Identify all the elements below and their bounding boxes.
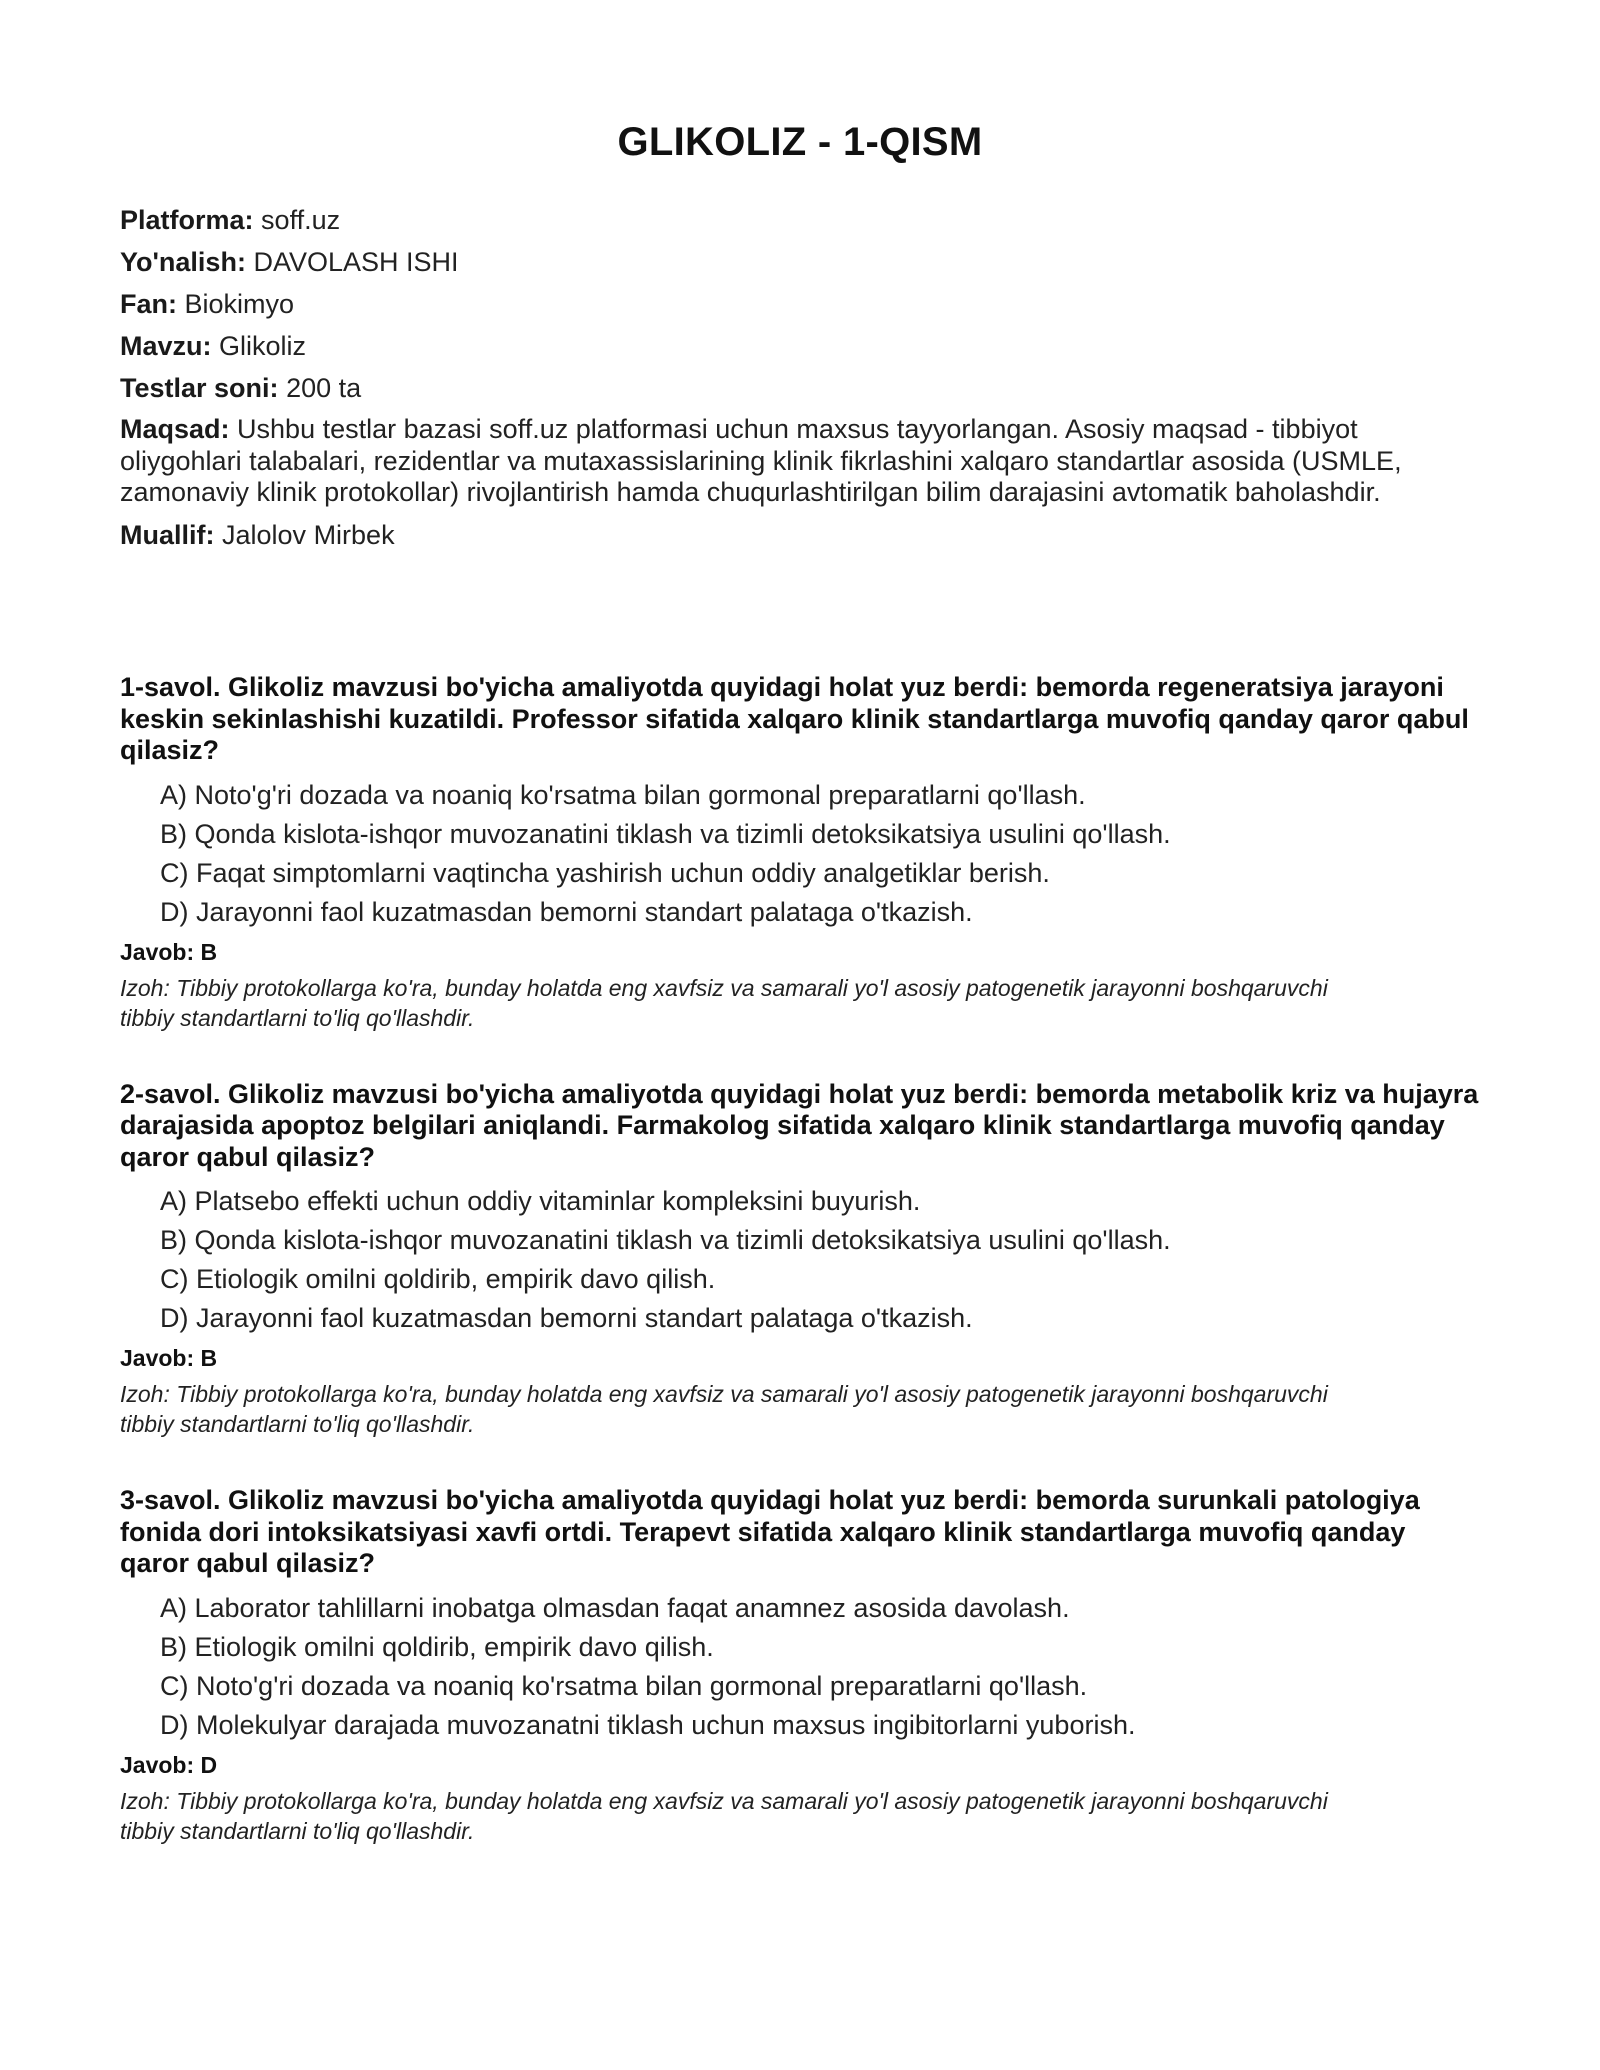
answer-option-c: C) Noto'g'ri dozada va noaniq ko'rsatma bilan gormonal preparatlarni qo'llash.	[160, 1670, 1088, 1701]
metadata-section	[120, 204, 1480, 561]
meta-label: Muallif:	[120, 519, 215, 550]
question-block	[120, 1485, 1480, 1846]
meta-label: Fan:	[120, 289, 177, 319]
meta-label: Platforma:	[120, 205, 254, 235]
meta-author	[120, 519, 1480, 551]
answer-option-a: A) Noto'g'ri dozada va noaniq ko'rsatma bilan gormonal preparatlarni qo'llash.	[160, 779, 1086, 810]
meta-label: Testlar soni:	[120, 373, 279, 403]
answer-options	[120, 779, 1480, 928]
meta-direction	[120, 246, 1480, 278]
answer-options	[120, 1185, 1480, 1334]
meta-value: Glikoliz	[219, 331, 307, 361]
questions-section	[120, 672, 1480, 1892]
answer-option-a: A) Platsebo effekti uchun oddiy vitaminlar kompleksini buyurish.	[160, 1186, 921, 1216]
meta-value: 200 ta	[286, 373, 362, 403]
question-block	[120, 1079, 1480, 1440]
answer-option-a: A) Laborator tahlillarni inobatga olmasdan faqat anamnez asosida davolash.	[160, 1592, 1070, 1623]
question-text: 2-savol. Glikoliz mavzusi bo'yicha amaliyotda quyidagi holat yuz berdi: bemorda metabolik kriz va hujayra darajasida apoptoz belgilari aniqlandi. Farmakolog sifatida xalqaro klinik standartlarga muvofiq qanday qaror qabul qilasiz?	[120, 1078, 1479, 1172]
meta-topic	[120, 330, 1480, 362]
correct-answer: Javob: B	[120, 1345, 218, 1371]
question-text: 3-savol. Glikoliz mavzusi bo'yicha amaliyotda quyidagi holat yuz berdi: bemorda surunkali patologiya fonida dori intoksikatsiyasi xavfi ortdi. Terapevt sifatida xalqaro klinik standartlarga muvofiq qanday qaror qabul qilasiz?	[120, 1485, 1420, 1578]
answer-option-d: D) Jarayonni faol kuzatmasdan bemorni standart palataga o'tkazish.	[160, 1303, 973, 1333]
correct-answer: Javob: D	[120, 1751, 218, 1778]
meta-value: soff.uz	[261, 205, 341, 235]
answer-option-d: D) Jarayonni faol kuzatmasdan bemorni standart palataga o'tkazish.	[160, 896, 973, 927]
meta-label: Maqsad:	[120, 414, 230, 444]
meta-platform	[120, 204, 1480, 236]
correct-answer: Javob: B	[120, 938, 218, 965]
meta-subject	[120, 288, 1480, 320]
answer-option-b: B) Qonda kislota-ishqor muvozanatini tiklash va tizimli detoksikatsiya usulini qo'llash.	[160, 1225, 1171, 1255]
document-title: GLIKOLIZ - 1-QISM	[617, 120, 983, 164]
answer-option-b: B) Qonda kislota-ishqor muvozanatini tiklash va tizimli detoksikatsiya usulini qo'llash.	[160, 818, 1171, 849]
answer-option-c: C) Faqat simptomlarni vaqtincha yashirish uchun oddiy analgetiklar berish.	[160, 857, 1050, 888]
answer-option-c: C) Etiologik omilni qoldirib, empirik davo qilish.	[160, 1264, 716, 1294]
question-text: 1-savol. Glikoliz mavzusi bo'yicha amaliyotda quyidagi holat yuz berdi: bemorda regeneratsiya jarayoni keskin sekinlashishi kuzatildi. Professor sifatida xalqaro klinik standartlarga muvofiq qanday qaror qabul qilasiz?	[120, 672, 1469, 765]
meta-label: Mavzu:	[120, 331, 212, 361]
meta-test-count	[120, 372, 1480, 404]
meta-value: Biokimyo	[184, 289, 295, 319]
answer-explanation: Izoh: Tibbiy protokollarga ko'ra, bunday holatda eng xavfsiz va samarali yo'l asosiy patogenetik jarayonni boshqaruvchi tibbiy standartlarni to'liq qo'llashdir.	[120, 974, 1328, 1031]
meta-goal	[120, 414, 1480, 509]
answer-options	[120, 1592, 1480, 1741]
meta-value: DAVOLASH ISHI	[253, 247, 459, 277]
meta-value: Jalolov Mirbek	[222, 519, 395, 550]
answer-explanation: Izoh: Tibbiy protokollarga ko'ra, bunday holatda eng xavfsiz va samarali yo'l asosiy patogenetik jarayonni boshqaruvchi tibbiy standartlarni to'liq qo'llashdir.	[120, 1381, 1328, 1437]
answer-explanation: Izoh: Tibbiy protokollarga ko'ra, bunday holatda eng xavfsiz va samarali yo'l asosiy patogenetik jarayonni boshqaruvchi tibbiy standartlarni to'liq qo'llashdir.	[120, 1787, 1328, 1844]
question-block	[120, 672, 1480, 1033]
meta-label: Yo'nalish:	[120, 247, 246, 277]
answer-option-b: B) Etiologik omilni qoldirib, empirik davo qilish.	[160, 1631, 714, 1662]
meta-value: Ushbu testlar bazasi soff.uz platformasi uchun maxsus tayyorlangan. Asosiy maqsad - tibbiyot oliygohlari talabalari, rezidentlar va mutaxassislarining klinik fikrlashini xalqaro standartlar asosida (USMLE, zamonaviy klinik protokollar) rivojlantirish hamda chuqurlashtirilgan bilim darajasini avtomatik baholashdir.	[120, 414, 1402, 507]
answer-option-d: D) Molekulyar darajada muvozanatni tiklash uchun maxsus ingibitorlarni yuborish.	[160, 1709, 1136, 1740]
